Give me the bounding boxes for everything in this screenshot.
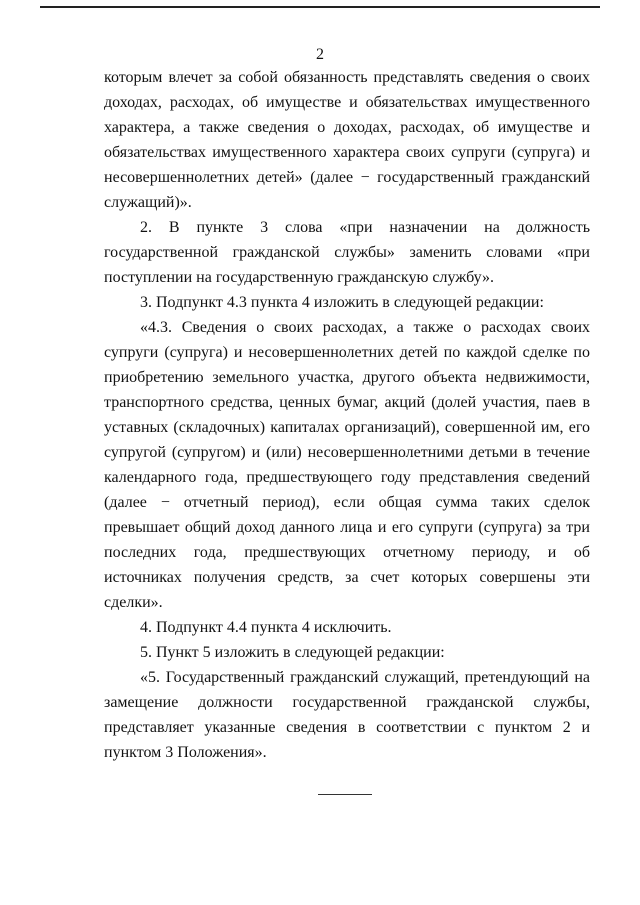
paragraph-item-3: 3. Подпункт 4.3 пункта 4 изложить в следующей редакции: bbox=[140, 294, 544, 311]
paragraph-item-4: 4. Подпункт 4.4 пункта 4 исключить. bbox=[140, 619, 392, 636]
paragraph-item-2: 2. В пункте 3 слова «при назначении на должность государственной гражданской службы» заменить словами «при поступлении на государственную гражданскую службу». bbox=[104, 219, 590, 286]
paragraph-quote-5: «5. Государственный гражданский служащий, претендующий на замещение должности государственной гражданской службы, представляет указанные сведения в соответствии с пунктом 2 и пунктом 3 Положения». bbox=[104, 669, 590, 761]
paragraph-continuation: которым влечет за собой обязанность представлять сведения о своих доходах, расходах, об имуществе и обязательствах имущественного характера, а также сведения о доходах, расходах, об имуществе и обязательствах имущественного характера своих супруги (супруга) и несовершеннолетних детей» (далее − государственный гражданский служащий)». bbox=[104, 69, 590, 211]
scan-top-border bbox=[40, 6, 600, 8]
paragraph-quote-4-3: «4.3. Сведения о своих расходах, а также о расходах своих супруги (супруга) и несовершеннолетних детей по каждой сделке по приобретению земельного участка, другого объекта недвижимости, транспортного средства, ценных бумаг, акций (долей участия, паев в уставных (складочных) капиталах организаций), совершенной им, его супругой (супругом) и (или) несовершеннолетними детьми в течение календарного года, предшествующего году представления сведений (далее − отчетный период), если общая сумма таких сделок превышает общий доход данного лица и его супруги (супруга) за три последних года, предшествующих отчетному периоду, и об источниках получения средств, за счет которых совершены эти сделки». bbox=[104, 319, 590, 611]
document-body bbox=[104, 65, 590, 765]
paragraph-item-5: 5. Пункт 5 изложить в следующей редакции: bbox=[140, 644, 445, 661]
page-number: 2 bbox=[316, 46, 324, 63]
end-of-text-rule bbox=[318, 794, 372, 795]
